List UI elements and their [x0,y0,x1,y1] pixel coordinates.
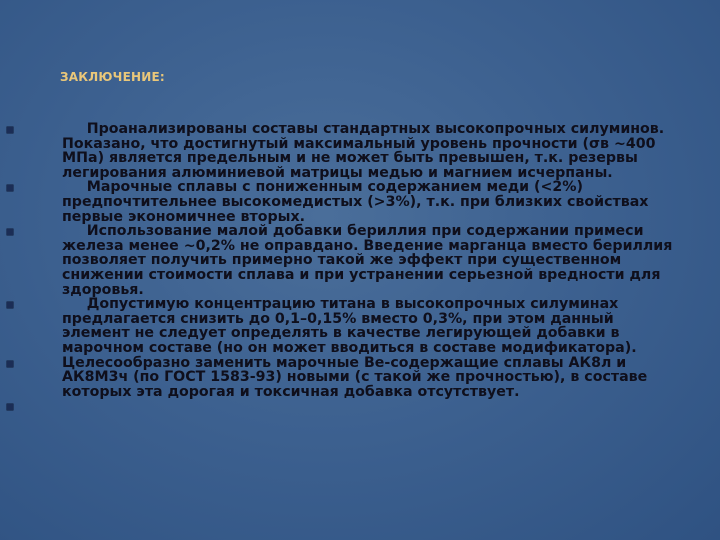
list-item-text: Использование малой добавки бериллия при содержании примеси железа менее ~0,2% не оправдано. Введение марганца вместо бериллия позволяет получить примерно такой же эффект при существенном снижении стоимости сплава и при устранении серьезной вредности для здоровья. [62,223,673,298]
list-item-empty [62,399,674,414]
list-item-text: Проанализированы составы стандартных высокопрочных силуминов. Показано, что достигнутый максимальный уровень прочности (σв ~400 МПа) является предельным и не может быть превышен, т.к. резервы легирования алюминиевой матрицы медью и магнием исчерпаны. [62,121,665,181]
list-item [62,122,674,180]
list-item-text: Целесообразно заменить марочные Be-содержащие сплавы АК8л и АК8М3ч (по ГОСТ 1583-93) новыми (с такой же прочностью), в составе которых эта дорогая и токсичная добавка отсутствует. [62,354,648,400]
square-bullet-icon [7,302,13,308]
square-bullet-icon [7,404,13,410]
list-item [62,297,674,355]
slide-title: ЗАКЛЮЧЕНИЕ: [60,70,165,84]
content-list [0,122,720,414]
list-item [62,224,674,297]
square-bullet-icon [7,229,13,235]
list-item-text: Допустимую концентрацию титана в высокопрочных силуминах предлагается снизить до 0,1–0,15% вместо 0,3%, при этом данный элемент не следует определять в качестве легирующей добавки в марочном составе (но он может вводиться в составе модификатора). [62,296,637,356]
square-bullet-icon [7,361,13,367]
square-bullet-icon [7,185,13,191]
square-bullet-icon [7,127,13,133]
list-item [62,180,674,224]
list-item-text: Марочные сплавы с пониженным содержанием меди (<2%) предпочтительнее высокомедистых (>3%), т.к. при близких свойствах первые экономичнее вторых. [62,179,649,225]
list-item [62,356,674,400]
